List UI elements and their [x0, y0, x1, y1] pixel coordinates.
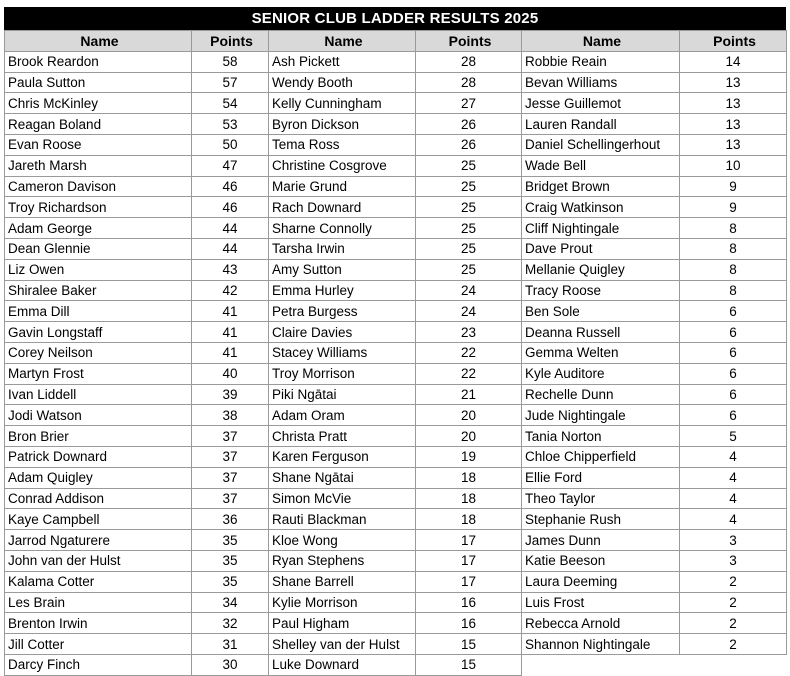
table-row	[5, 654, 787, 675]
player-points-cell: 28	[416, 72, 522, 93]
table-row	[5, 218, 787, 239]
table-row	[5, 488, 787, 509]
player-points-cell: 15	[416, 634, 522, 655]
player-points-cell: 15	[416, 654, 522, 675]
player-name-cell: Claire Davies	[269, 322, 416, 343]
player-points-cell: 25	[416, 259, 522, 280]
player-points-cell: 35	[192, 530, 269, 551]
player-points-cell: 8	[680, 259, 787, 280]
column-header-name: Name	[522, 31, 680, 52]
player-points-cell: 8	[680, 280, 787, 301]
player-points-cell: 8	[680, 238, 787, 259]
player-name-cell: Wade Bell	[522, 155, 680, 176]
table-row	[5, 238, 787, 259]
player-points-cell: 25	[416, 176, 522, 197]
player-name-cell: Liz Owen	[5, 259, 192, 280]
player-points-cell: 19	[416, 446, 522, 467]
player-name-cell: Emma Dill	[5, 301, 192, 322]
player-name-cell: Dean Glennie	[5, 238, 192, 259]
player-name-cell: Daniel Schellingerhout	[522, 134, 680, 155]
player-name-cell: Gavin Longstaff	[5, 322, 192, 343]
ladder-table	[4, 30, 787, 676]
table-row	[5, 592, 787, 613]
player-name-cell: Luke Downard	[269, 654, 416, 675]
player-name-cell: Tarsha Irwin	[269, 238, 416, 259]
table-row	[5, 571, 787, 592]
table-row	[5, 405, 787, 426]
player-points-cell: 44	[192, 238, 269, 259]
player-name-cell: Wendy Booth	[269, 72, 416, 93]
player-points-cell: 47	[192, 155, 269, 176]
player-points-cell: 26	[416, 134, 522, 155]
player-points-cell: 20	[416, 426, 522, 447]
player-points-cell: 9	[680, 176, 787, 197]
player-points-cell: 2	[680, 592, 787, 613]
player-name-cell: Mellanie Quigley	[522, 259, 680, 280]
player-name-cell: Brenton Irwin	[5, 613, 192, 634]
player-points-cell: 37	[192, 426, 269, 447]
player-points-cell: 57	[192, 72, 269, 93]
player-points-cell: 20	[416, 405, 522, 426]
player-name-cell: Shelley van der Hulst	[269, 634, 416, 655]
player-name-cell: Laura Deeming	[522, 571, 680, 592]
player-name-cell: Shane Ngātai	[269, 467, 416, 488]
player-points-cell: 27	[416, 93, 522, 114]
player-name-cell: Conrad Addison	[5, 488, 192, 509]
table-row	[5, 613, 787, 634]
player-points-cell: 40	[192, 363, 269, 384]
column-header-name: Name	[5, 31, 192, 52]
player-name-cell: Brook Reardon	[5, 51, 192, 72]
player-points-cell: 35	[192, 550, 269, 571]
table-row	[5, 114, 787, 135]
table-row	[5, 363, 787, 384]
player-points-cell: 41	[192, 301, 269, 322]
table-row	[5, 384, 787, 405]
player-points-cell: 32	[192, 613, 269, 634]
player-points-cell: 6	[680, 322, 787, 343]
table-row	[5, 72, 787, 93]
player-points-cell: 37	[192, 446, 269, 467]
player-points-cell: 36	[192, 509, 269, 530]
player-name-cell: Craig Watkinson	[522, 197, 680, 218]
player-name-cell: Reagan Boland	[5, 114, 192, 135]
player-name-cell: Emma Hurley	[269, 280, 416, 301]
player-name-cell: Evan Roose	[5, 134, 192, 155]
player-name-cell: Lauren Randall	[522, 114, 680, 135]
player-points-cell: 2	[680, 571, 787, 592]
player-name-cell: Ivan Liddell	[5, 384, 192, 405]
column-header-name: Name	[269, 31, 416, 52]
player-name-cell: Kylie Morrison	[269, 592, 416, 613]
player-points-cell: 18	[416, 467, 522, 488]
player-name-cell: Christine Cosgrove	[269, 155, 416, 176]
player-points-cell: 18	[416, 488, 522, 509]
player-name-cell: Ash Pickett	[269, 51, 416, 72]
table-row	[5, 467, 787, 488]
player-points-cell: 17	[416, 571, 522, 592]
player-points-cell: 24	[416, 301, 522, 322]
player-points-cell: 13	[680, 134, 787, 155]
player-name-cell: Adam George	[5, 218, 192, 239]
player-points-cell: 9	[680, 197, 787, 218]
table-row	[5, 509, 787, 530]
player-points-cell: 2	[680, 634, 787, 655]
table-row	[5, 155, 787, 176]
player-points-cell: 53	[192, 114, 269, 135]
table-row	[5, 51, 787, 72]
table-row	[5, 280, 787, 301]
player-name-cell: Adam Quigley	[5, 467, 192, 488]
player-points-cell: 25	[416, 238, 522, 259]
table-row	[5, 426, 787, 447]
player-points-cell: 54	[192, 93, 269, 114]
player-name-cell: Shannon Nightingale	[522, 634, 680, 655]
player-points-cell: 4	[680, 467, 787, 488]
player-name-cell: Troy Morrison	[269, 363, 416, 384]
player-name-cell: Kloe Wong	[269, 530, 416, 551]
player-name-cell: Paula Sutton	[5, 72, 192, 93]
player-name-cell: Rach Downard	[269, 197, 416, 218]
player-name-cell: James Dunn	[522, 530, 680, 551]
player-points-cell: 22	[416, 363, 522, 384]
player-points-cell: 6	[680, 342, 787, 363]
player-points-cell: 16	[416, 613, 522, 634]
player-points-cell: 41	[192, 342, 269, 363]
player-points-cell: 34	[192, 592, 269, 613]
player-name-cell: Shiralee Baker	[5, 280, 192, 301]
player-points-cell: 38	[192, 405, 269, 426]
table-row	[5, 342, 787, 363]
player-name-cell: Darcy Finch	[5, 654, 192, 675]
table-row	[5, 322, 787, 343]
player-name-cell: Kyle Auditore	[522, 363, 680, 384]
player-name-cell: Karen Ferguson	[269, 446, 416, 467]
player-name-cell: Stacey Williams	[269, 342, 416, 363]
player-name-cell: Dave Prout	[522, 238, 680, 259]
player-points-cell: 3	[680, 550, 787, 571]
player-name-cell: Jesse Guillemot	[522, 93, 680, 114]
table-row	[5, 634, 787, 655]
player-points-cell: 4	[680, 488, 787, 509]
player-name-cell: Bevan Williams	[522, 72, 680, 93]
player-points-cell: 22	[416, 342, 522, 363]
player-points-cell: 50	[192, 134, 269, 155]
player-points-cell: 17	[416, 530, 522, 551]
player-points-cell: 3	[680, 530, 787, 551]
player-points-cell: 2	[680, 613, 787, 634]
player-points-cell: 10	[680, 155, 787, 176]
player-name-cell: Chloe Chipperfield	[522, 446, 680, 467]
player-points-cell: 44	[192, 218, 269, 239]
player-name-cell: Tema Ross	[269, 134, 416, 155]
player-name-cell: Katie Beeson	[522, 550, 680, 571]
player-name-cell: Bridget Brown	[522, 176, 680, 197]
player-points-cell: 13	[680, 72, 787, 93]
column-header-points: Points	[680, 31, 787, 52]
table-row	[5, 530, 787, 551]
player-name-cell: Jodi Watson	[5, 405, 192, 426]
player-points-cell: 21	[416, 384, 522, 405]
column-header-points: Points	[192, 31, 269, 52]
player-name-cell: John van der Hulst	[5, 550, 192, 571]
player-points-cell: 28	[416, 51, 522, 72]
player-name-cell: Patrick Downard	[5, 446, 192, 467]
table-row	[5, 134, 787, 155]
player-points-cell: 8	[680, 218, 787, 239]
header-row	[5, 31, 787, 52]
player-points-cell: 25	[416, 218, 522, 239]
player-points-cell: 25	[416, 197, 522, 218]
player-name-cell: Petra Burgess	[269, 301, 416, 322]
player-points-cell: 4	[680, 446, 787, 467]
player-name-cell: Ellie Ford	[522, 467, 680, 488]
player-points-cell: 43	[192, 259, 269, 280]
player-name-cell: Sharne Connolly	[269, 218, 416, 239]
player-name-cell: Cameron Davison	[5, 176, 192, 197]
player-name-cell: Rauti Blackman	[269, 509, 416, 530]
player-name-cell: Kalama Cotter	[5, 571, 192, 592]
player-name-cell: Marie Grund	[269, 176, 416, 197]
player-name-cell: Gemma Welten	[522, 342, 680, 363]
player-points-cell: 24	[416, 280, 522, 301]
table-row	[5, 550, 787, 571]
player-name-cell: Adam Oram	[269, 405, 416, 426]
player-points-cell: 5	[680, 426, 787, 447]
player-points-cell: 46	[192, 197, 269, 218]
player-name-cell: Jarrod Ngaturere	[5, 530, 192, 551]
player-name-cell: Theo Taylor	[522, 488, 680, 509]
player-name-cell: Martyn Frost	[5, 363, 192, 384]
table-row	[5, 301, 787, 322]
player-name-cell: Jareth Marsh	[5, 155, 192, 176]
player-points-cell: 16	[416, 592, 522, 613]
table-row	[5, 176, 787, 197]
player-points-cell: 35	[192, 571, 269, 592]
player-points-cell: 42	[192, 280, 269, 301]
empty-cell	[522, 654, 787, 675]
player-points-cell: 26	[416, 114, 522, 135]
player-name-cell: Shane Barrell	[269, 571, 416, 592]
player-name-cell: Les Brain	[5, 592, 192, 613]
player-name-cell: Deanna Russell	[522, 322, 680, 343]
player-points-cell: 46	[192, 176, 269, 197]
player-name-cell: Tracy Roose	[522, 280, 680, 301]
player-points-cell: 58	[192, 51, 269, 72]
player-points-cell: 41	[192, 322, 269, 343]
player-points-cell: 37	[192, 467, 269, 488]
player-name-cell: Kaye Campbell	[5, 509, 192, 530]
table-row	[5, 446, 787, 467]
player-name-cell: Bron Brier	[5, 426, 192, 447]
ladder-sheet	[4, 7, 786, 676]
player-name-cell: Troy Richardson	[5, 197, 192, 218]
player-points-cell: 6	[680, 384, 787, 405]
player-name-cell: Byron Dickson	[269, 114, 416, 135]
player-name-cell: Ryan Stephens	[269, 550, 416, 571]
table-row	[5, 259, 787, 280]
player-name-cell: Luis Frost	[522, 592, 680, 613]
player-points-cell: 31	[192, 634, 269, 655]
player-name-cell: Rebecca Arnold	[522, 613, 680, 634]
player-name-cell: Cliff Nightingale	[522, 218, 680, 239]
player-points-cell: 23	[416, 322, 522, 343]
player-name-cell: Jill Cotter	[5, 634, 192, 655]
table-row	[5, 93, 787, 114]
player-points-cell: 4	[680, 509, 787, 530]
player-name-cell: Christa Pratt	[269, 426, 416, 447]
player-name-cell: Chris McKinley	[5, 93, 192, 114]
player-name-cell: Ben Sole	[522, 301, 680, 322]
player-name-cell: Amy Sutton	[269, 259, 416, 280]
player-points-cell: 25	[416, 155, 522, 176]
player-points-cell: 30	[192, 654, 269, 675]
player-name-cell: Piki Ngātai	[269, 384, 416, 405]
player-name-cell: Corey Neilson	[5, 342, 192, 363]
column-header-points: Points	[416, 31, 522, 52]
player-points-cell: 17	[416, 550, 522, 571]
player-points-cell: 37	[192, 488, 269, 509]
sheet-title: SENIOR CLUB LADDER RESULTS 2025	[4, 7, 786, 30]
table-row	[5, 197, 787, 218]
player-name-cell: Stephanie Rush	[522, 509, 680, 530]
player-name-cell: Tania Norton	[522, 426, 680, 447]
player-points-cell: 6	[680, 301, 787, 322]
player-points-cell: 13	[680, 114, 787, 135]
player-name-cell: Rechelle Dunn	[522, 384, 680, 405]
player-points-cell: 6	[680, 405, 787, 426]
player-points-cell: 14	[680, 51, 787, 72]
player-points-cell: 18	[416, 509, 522, 530]
player-name-cell: Robbie Reain	[522, 51, 680, 72]
player-name-cell: Simon McVie	[269, 488, 416, 509]
player-points-cell: 13	[680, 93, 787, 114]
player-name-cell: Paul Higham	[269, 613, 416, 634]
player-name-cell: Kelly Cunningham	[269, 93, 416, 114]
player-points-cell: 39	[192, 384, 269, 405]
player-points-cell: 6	[680, 363, 787, 384]
player-name-cell: Jude Nightingale	[522, 405, 680, 426]
